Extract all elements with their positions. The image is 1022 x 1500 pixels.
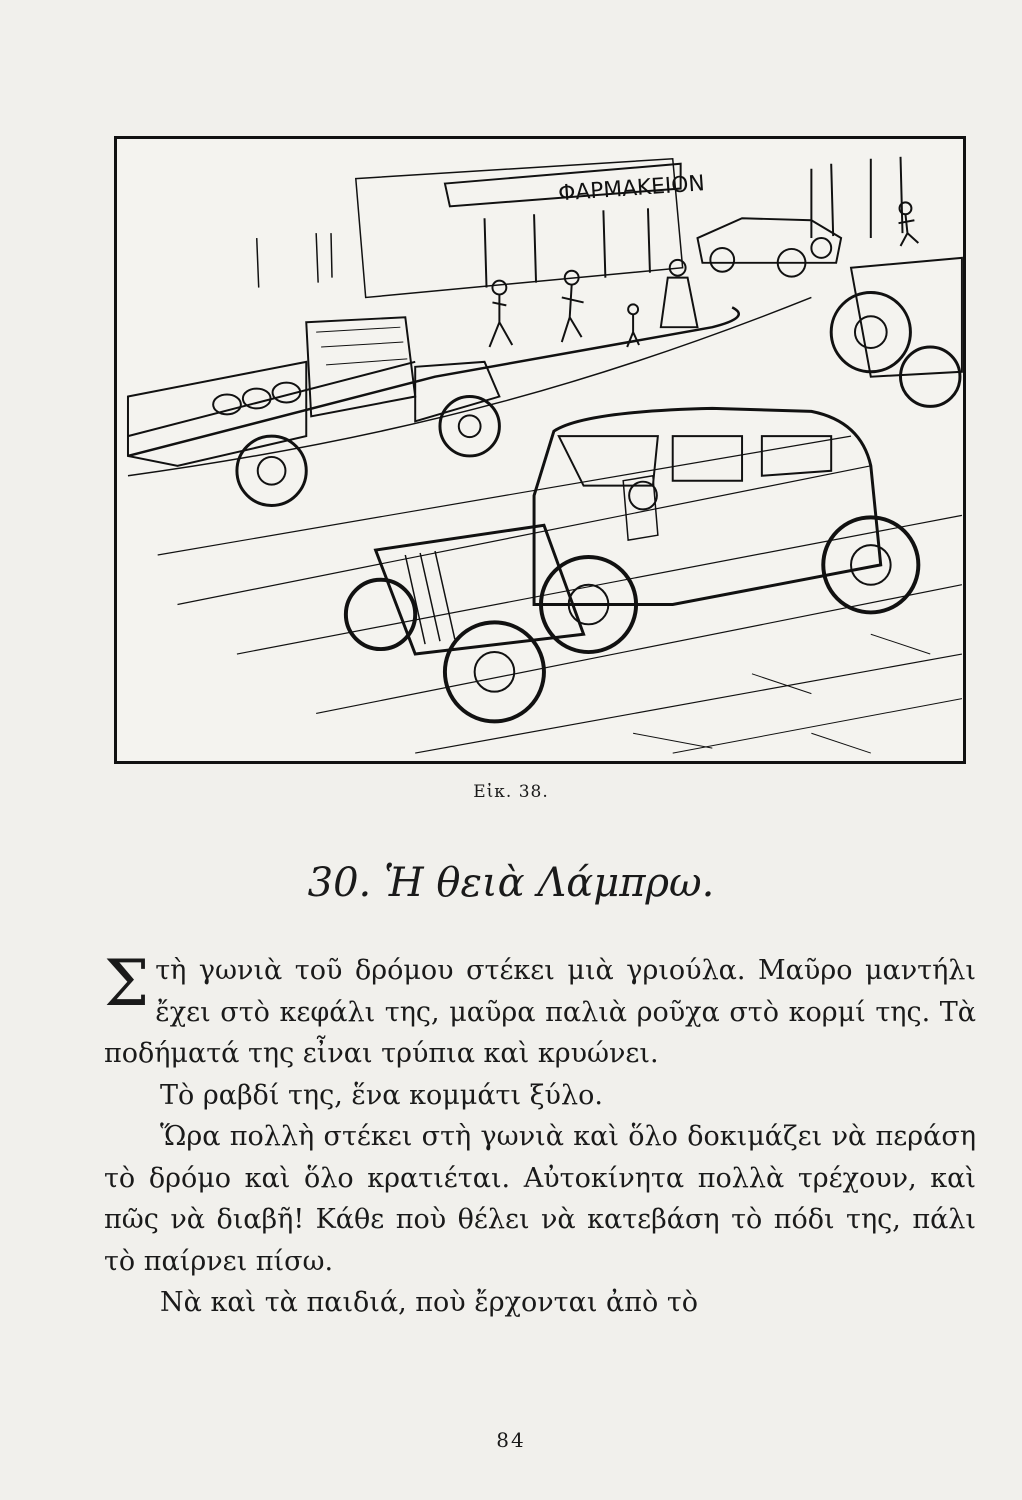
paragraph-3: Ὥρα πολλὴ στέκει στὴ γωνιὰ καὶ ὅλο δοκιμάζει νὰ περάση τὸ δρόμο καὶ ὅλο κρατιέται. Αὐτοκίνητα πολλὰ τρέχουν, καὶ πῶς νὰ διαβῆ! Κάθε ποὺ θέλει νὰ κατεβάση τὸ πόδι της, πάλι τὸ παίρνει πίσω. — [104, 1121, 976, 1277]
street-illustration — [114, 136, 966, 764]
chapter-title: 30. Ἡ θειὰ Λάμπρω. — [307, 860, 715, 906]
paragraph-1 — [104, 947, 976, 1075]
paragraph-2: Τὸ ραβδί της, ἕνα κομμάτι ξύλο. — [160, 1079, 603, 1111]
paragraph-4: Νὰ καὶ τὰ παιδιά, ποὺ ἔρχονται ἀπὸ τὸ — [160, 1287, 699, 1318]
drop-cap: Σ — [104, 947, 150, 1021]
shop-sign-text: ΦΑΡΜΑΚΕΙΟΝ — [557, 171, 706, 207]
paragraph-1-text: τὴ γωνιὰ τοῦ δρόμου στέκει μιὰ γριούλα. Μαῦρο μαντήλι ἔχει στὸ κεφάλι της, μαῦρα παλιὰ ροῦχα στὸ κορμί της. Τὰ ποδήματά της εἶναι τρύπια καὶ κρυώνει. — [104, 955, 976, 1069]
figure-caption: Εἰκ. 38. — [473, 782, 549, 802]
page-number: 84 — [496, 1428, 526, 1452]
body-text — [104, 947, 976, 1324]
street-scene-drawing — [117, 139, 963, 761]
